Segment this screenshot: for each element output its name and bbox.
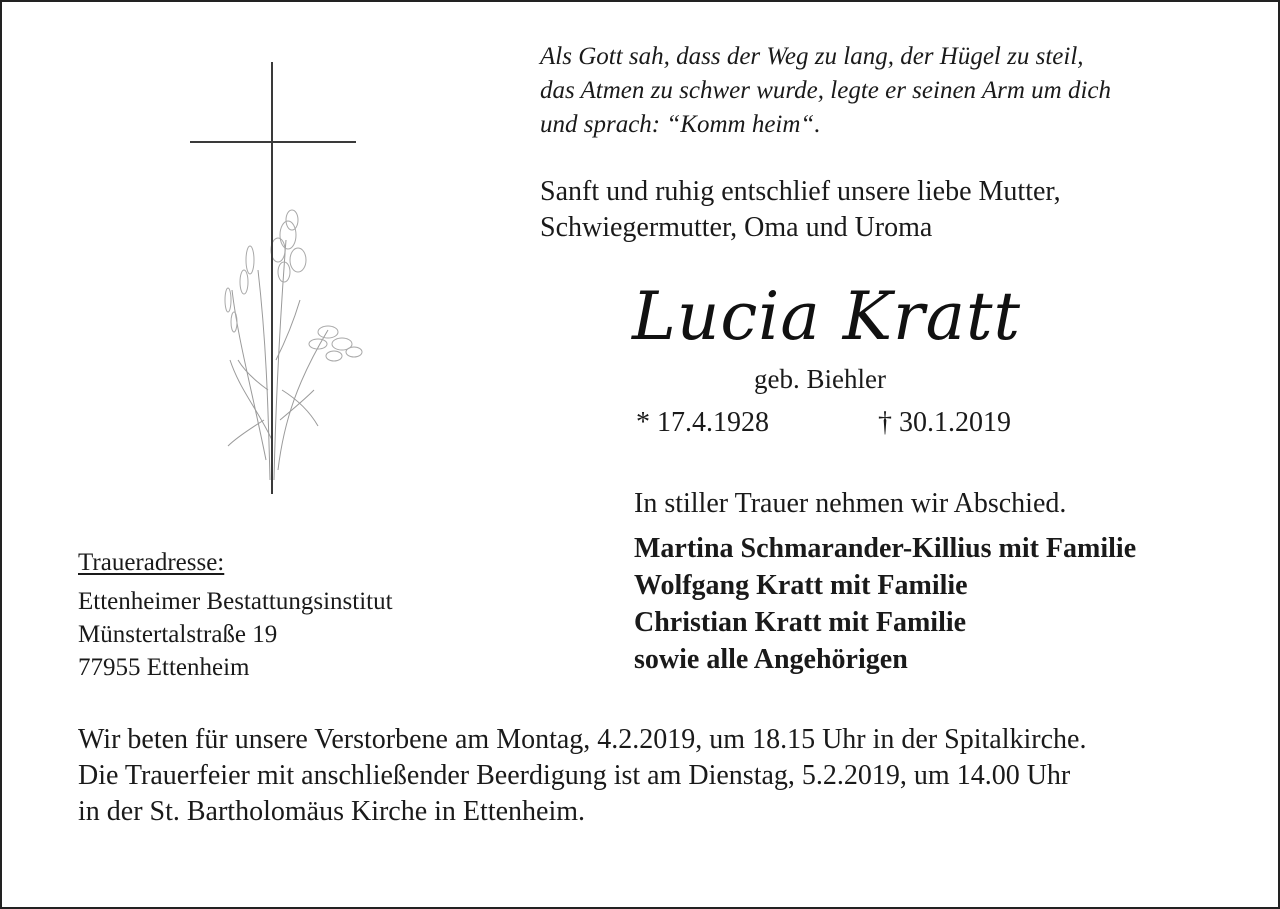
mourning-text: In stiller Trauer nehmen wir Abschied. — [634, 488, 1067, 519]
family-member: Martina Schmarander-Killius mit Familie — [634, 533, 1137, 564]
family-list — [634, 530, 1274, 678]
intro-text — [540, 174, 1260, 246]
death-date: † 30.1.2019 — [878, 407, 1011, 438]
bible-quote — [540, 40, 1260, 142]
address-line: Münstertalstraße 19 — [78, 621, 278, 648]
family-member: Christian Kratt mit Familie — [634, 607, 967, 638]
service-line: Wir beten für unsere Verstorbene am Montag, 4.2.2019, um 18.15 Uhr in der Spitalkirche. — [78, 724, 1087, 755]
address-line: 77955 Ettenheim — [78, 654, 250, 681]
intro-line: Sanft und ruhig entschlief unsere liebe Mutter, — [540, 176, 1061, 207]
intro-line: Schwiegermutter, Oma und Uroma — [540, 212, 933, 243]
service-info — [78, 722, 1258, 830]
family-member: Wolfgang Kratt mit Familie — [634, 570, 968, 601]
quote-line: das Atmen zu schwer wurde, legte er seinen Arm um dich — [540, 77, 1111, 104]
address-heading: Traueradresse: — [78, 549, 225, 576]
maiden-name: geb. Biehler — [754, 364, 886, 394]
cross-with-grass-icon — [188, 60, 368, 496]
family-member: sowie alle Angehörigen — [634, 644, 908, 675]
quote-line: Als Gott sah, dass der Weg zu lang, der Hügel zu steil, — [540, 43, 1084, 70]
address-line: Ettenheimer Bestattungsinstitut — [78, 588, 393, 615]
service-line: Die Trauerfeier mit anschließender Beerdigung ist am Dienstag, 5.2.2019, um 14.00 Uhr — [78, 760, 1071, 791]
birth-date: * 17.4.1928 — [636, 407, 769, 438]
address-block — [78, 585, 393, 684]
quote-line: und sprach: “Komm heim“. — [540, 111, 821, 138]
deceased-name: Lucia Kratt — [632, 278, 1021, 355]
service-line: in der St. Bartholomäus Kirche in Ettenheim. — [78, 796, 586, 827]
